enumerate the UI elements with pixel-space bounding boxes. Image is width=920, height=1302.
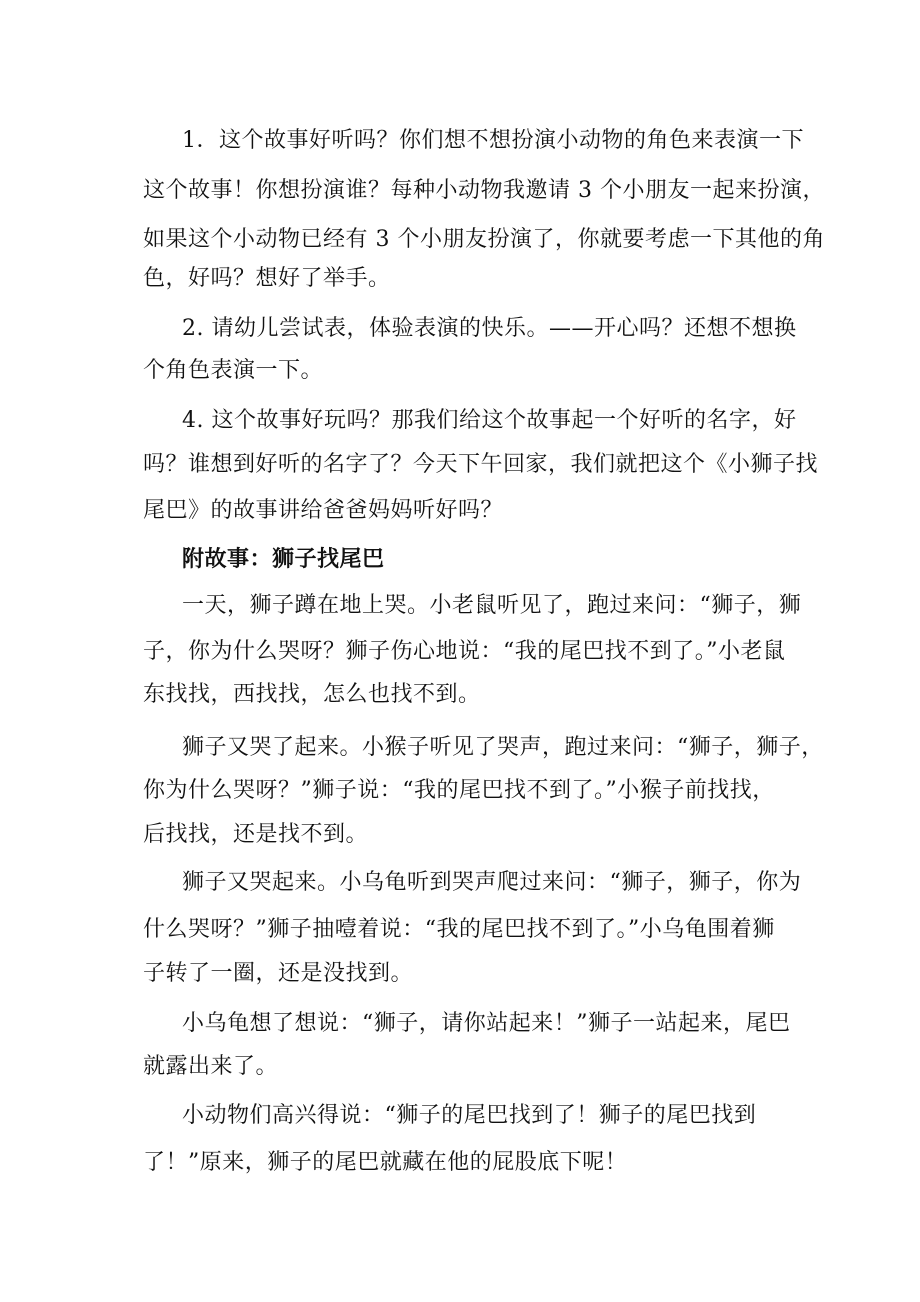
paragraph-1-line-1: 1．这个故事好听吗？你们想不想扮演小动物的角色来表演一下 [182, 128, 804, 153]
paragraph-3-line-1: 4. 这个故事好玩吗？那我们给这个故事起一个好听的名字，好 [182, 408, 797, 433]
paragraph-2-line-2: 个角色表演一下。 [143, 358, 324, 383]
story-paragraph-2-line-1: 狮子又哭了起来。小猴子听见了哭声，跑过来问：“狮子，狮子， [182, 735, 824, 760]
story-paragraph-4-line-2: 就露出来了。 [143, 1054, 279, 1079]
story-paragraph-1-line-1: 一天，狮子蹲在地上哭。小老鼠听见了，跑过来问：“狮子，狮 [182, 593, 802, 618]
story-paragraph-1-line-3: 东找找，西找找，怎么也找不到。 [143, 682, 481, 707]
story-paragraph-2-line-2: 你为什么哭呀？”狮子说：“我的尾巴找不到了。”小猴子前找找， [143, 778, 775, 803]
paragraph-1-line-4: 色，好吗？想好了举手。 [143, 266, 391, 291]
story-heading: 附故事：狮子找尾巴 [182, 547, 385, 572]
paragraph-1-line-3: 如果这个小动物已经有 3 个小朋友扮演了，你就要考虑一下其他的角 [143, 227, 825, 252]
paragraph-3-line-2: 吗？谁想到好听的名字了？今天下午回家，我们就把这个《小狮子找 [143, 452, 819, 477]
story-paragraph-5-line-1: 小动物们高兴得说：“狮子的尾巴找到了！狮子的尾巴找到 [182, 1103, 757, 1128]
story-paragraph-4-line-1: 小乌龟想了想说：“狮子，请你站起来！”狮子一站起来，尾巴 [182, 1011, 791, 1036]
story-paragraph-3-line-2: 什么哭呀？”狮子抽噎着说：“我的尾巴找不到了。”小乌龟围着狮 [143, 917, 775, 942]
story-paragraph-3-line-3: 子转了一圈，还是没找到。 [143, 961, 414, 986]
story-paragraph-3-line-1: 狮子又哭起来。小乌龟听到哭声爬过来问：“狮子，狮子，你为 [182, 870, 802, 895]
story-paragraph-2-line-3: 后找找，还是找不到。 [143, 822, 369, 847]
story-paragraph-1-line-2: 子，你为什么哭呀？狮子伤心地说：“我的尾巴找不到了。”小老鼠 [143, 639, 786, 664]
paragraph-1-line-2: 这个故事！你想扮演谁？每种小动物我邀请 3 个小朋友一起来扮演， [143, 178, 825, 203]
paragraph-3-line-3: 尾巴》的故事讲给爸爸妈妈听好吗？ [143, 498, 504, 523]
story-paragraph-5-line-2: 了！”原来，狮子的尾巴就藏在他的屁股底下呢！ [143, 1150, 628, 1175]
paragraph-2-line-1: 2. 请幼儿尝试表，体验表演的快乐。——开心吗？还想不想换 [182, 316, 797, 341]
